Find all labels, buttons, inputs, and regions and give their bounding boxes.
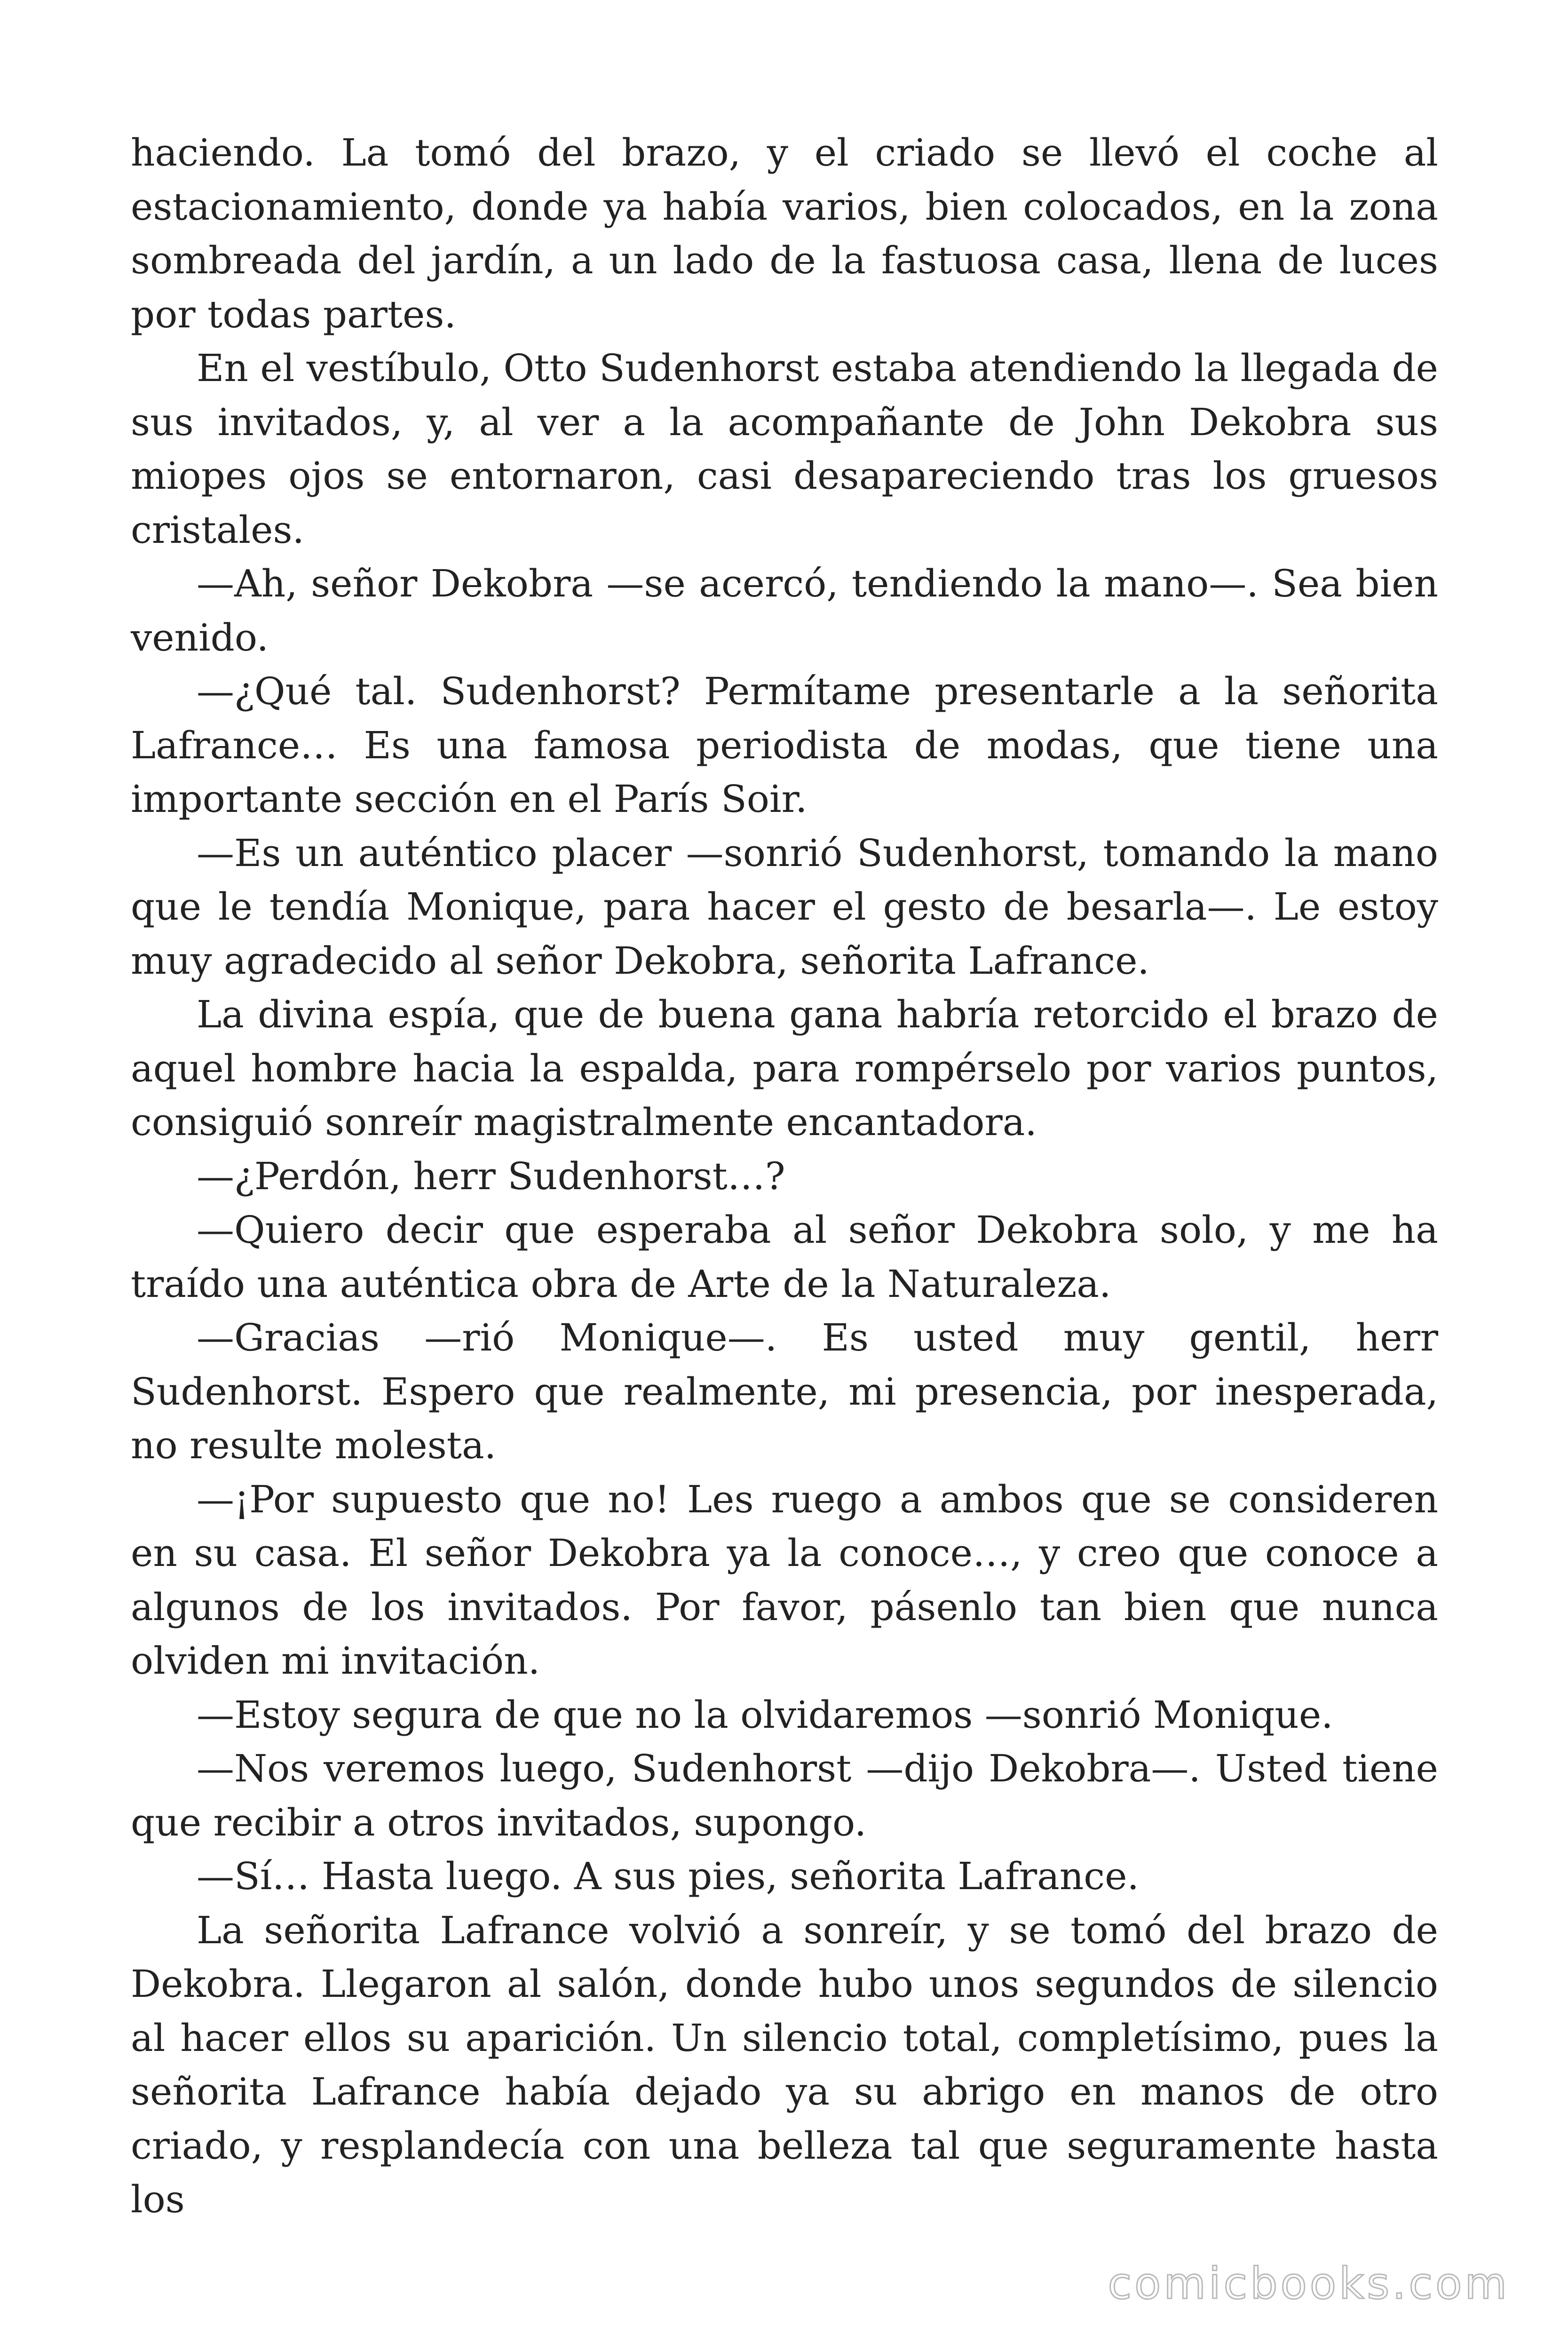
- paragraph-4: —¿Qué tal. Sudenhorst? Permítame presentarle a la señorita Lafrance… Es una famosa periodista de modas, que tiene una importante sección en el París Soir.: [131, 669, 1438, 821]
- paragraph-12: —Nos veremos luego, Sudenhorst —dijo Dekobra—. Usted tiene que recibir a otros invitados, supongo.: [131, 1747, 1438, 1844]
- paragraph-1: haciendo. La tomó del brazo, y el criado se llevó el coche al estacionamiento, donde ya había varios, bien colocados, en la zona sombreada del jardín, a un lado de la fastuosa casa, llena de luces por todas partes.: [131, 131, 1438, 336]
- paragraph-2: En el vestíbulo, Otto Sudenhorst estaba atendiendo la llegada de sus invitados, y, al ver a la acompañante de John Dekobra sus miopes ojos se entornaron, casi desapareciendo tras los gruesos cristales.: [131, 346, 1438, 552]
- paragraph-10: —¡Por supuesto que no! Les ruego a ambos que se consideren en su casa. El señor Dekobra ya la conoce…, y creo que conoce a algunos de los invitados. Por favor, pásenlo tan bien que nunca olviden mi invitación.: [131, 1477, 1438, 1683]
- paragraph-6: La divina espía, que de buena gana habría retorcido el brazo de aquel hombre hacia la espalda, para rompérselo por varios puntos, consiguió sonreír magistralmente encantadora.: [131, 993, 1438, 1144]
- paragraph-8: —Quiero decir que esperaba al señor Dekobra solo, y me ha traído una auténtica obra de Arte de la Naturaleza.: [131, 1208, 1438, 1306]
- paragraph-14: La señorita Lafrance volvió a sonreír, y se tomó del brazo de Dekobra. Llegaron al salón, donde hubo unos segundos de silencio al hacer ellos su aparición. Un silencio total, completísimo, pues la señorita Lafrance había dejado ya su abrigo en manos de otro criado, y resplandecía con una belleza tal que seguramente hasta los: [131, 1908, 1438, 2221]
- paragraph-3: —Ah, señor Dekobra —se acercó, tendiendo la mano—. Sea bien venido.: [131, 562, 1438, 660]
- paragraph-13: —Sí… Hasta luego. A sus pies, señorita Lafrance.: [197, 1854, 1139, 1898]
- paragraph-11: —Estoy segura de que no la olvidaremos —sonrió Monique.: [197, 1692, 1333, 1737]
- watermark: comicbooks.com: [1108, 2258, 1510, 2309]
- paragraph-7: —¿Perdón, herr Sudenhorst…?: [197, 1154, 785, 1198]
- paragraph-9: —Gracias —rió Monique—. Es usted muy gentil, herr Sudenhorst. Espero que realmente, mi presencia, por inesperada, no resulte molesta.: [131, 1316, 1438, 1467]
- page-body: [131, 126, 1438, 2227]
- paragraph-5: —Es un auténtico placer —sonrió Sudenhorst, tomando la mano que le tendía Monique, para hacer el gesto de besarla—. Le estoy muy agradecido al señor Dekobra, señorita Lafrance.: [131, 831, 1438, 983]
